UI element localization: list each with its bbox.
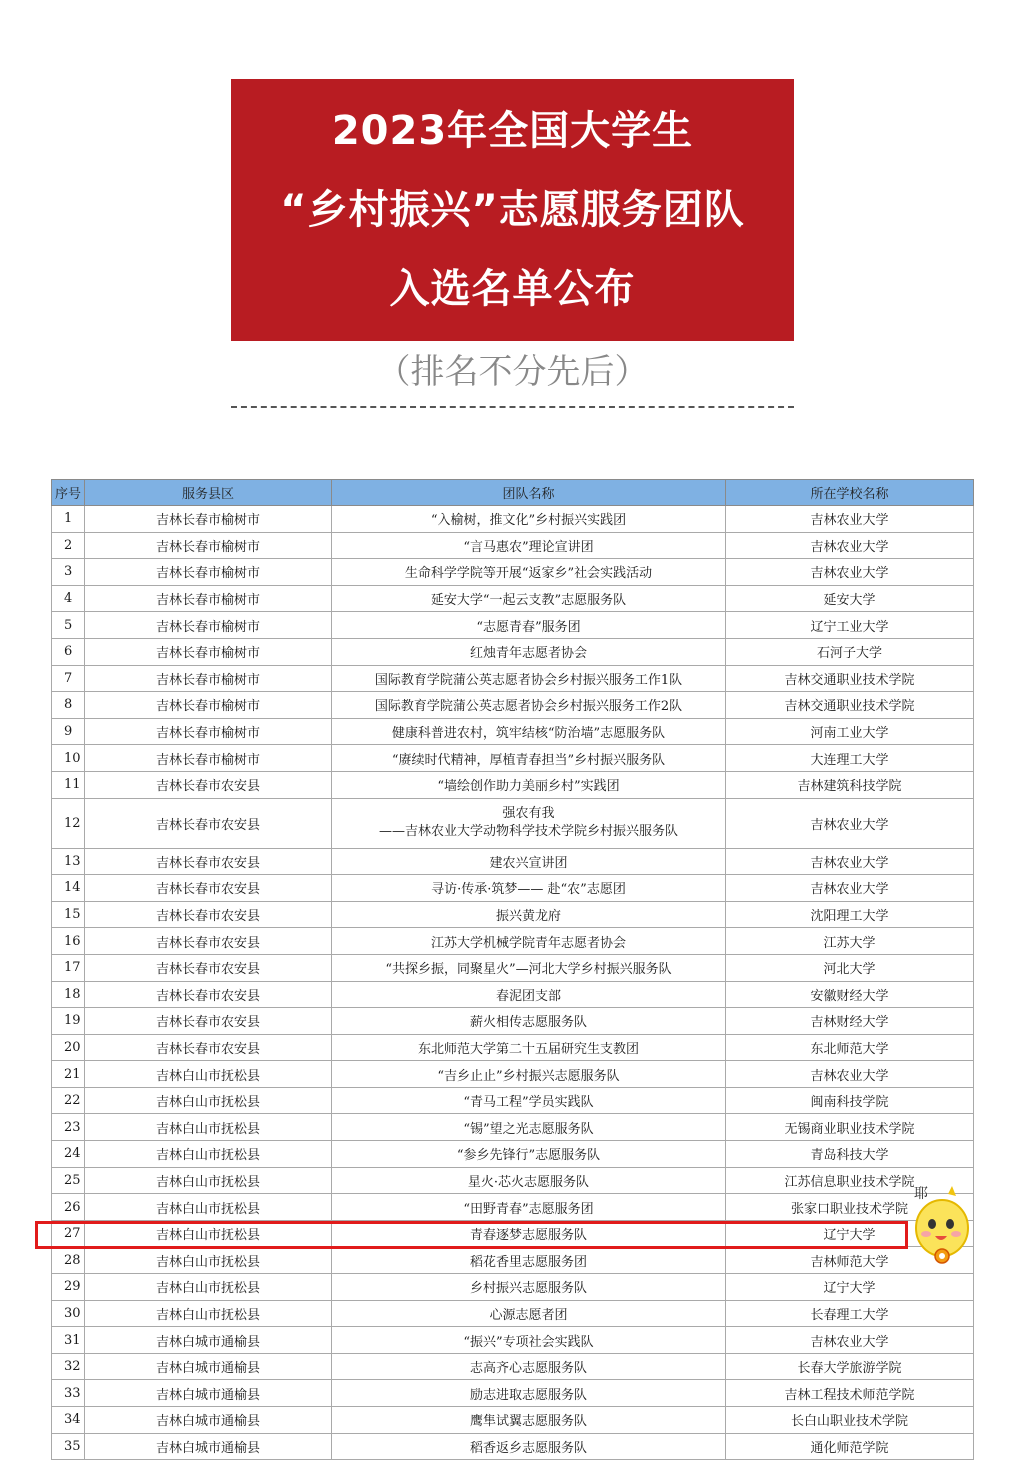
table-row [52,612,974,639]
team-cell: 星火·芯火志愿服务队 [332,1167,726,1194]
team-cell: 稻花香里志愿服务团 [332,1247,726,1274]
school-cell: 吉林农业大学 [726,848,974,875]
team-cell: 志高齐心志愿服务队 [332,1353,726,1380]
school-cell: 河北大学 [726,954,974,981]
table-row [52,1114,974,1141]
row-number-cell: 12 [52,798,85,848]
table-row [52,1433,974,1460]
row-number-cell: 34 [52,1407,85,1434]
table-row [52,692,974,719]
table-row [52,745,974,772]
table-row [52,1061,974,1088]
county-cell: 吉林长春市农安县 [85,901,332,928]
table-row [52,1087,974,1114]
team-cell: “共探乡振，同聚星火”—河北大学乡村振兴服务队 [332,954,726,981]
county-cell: 吉林长春市榆树市 [85,638,332,665]
school-cell: 江苏信息职业技术学院 [726,1167,974,1194]
school-cell: 辽宁工业大学 [726,612,974,639]
school-cell: 河南工业大学 [726,718,974,745]
county-cell: 吉林白山市抚松县 [85,1194,332,1221]
school-cell: 吉林农业大学 [726,875,974,902]
team-cell: 生命科学学院等开展“返家乡”社会实践活动 [332,559,726,586]
team-cell: 建农兴宣讲团 [332,848,726,875]
row-number-cell: 24 [52,1141,85,1168]
county-cell: 吉林长春市农安县 [85,981,332,1008]
team-cell: 稻香返乡志愿服务队 [332,1433,726,1460]
county-cell: 吉林白城市通榆县 [85,1327,332,1354]
row-number-cell: 10 [52,745,85,772]
county-cell: 吉林白山市抚松县 [85,1114,332,1141]
table-header-row [52,480,974,506]
table-row [52,771,974,798]
county-cell: 吉林长春市榆树市 [85,718,332,745]
row-number-cell: 9 [52,718,85,745]
county-cell: 吉林长春市农安县 [85,954,332,981]
school-cell: 吉林工程技术师范学院 [726,1380,974,1407]
table-row [52,954,974,981]
table-row [52,1034,974,1061]
table-row [52,532,974,559]
school-cell: 吉林交通职业技术学院 [726,665,974,692]
team-cell: “田野青春”志愿服务团 [332,1194,726,1221]
county-cell: 吉林白城市通榆县 [85,1407,332,1434]
emoji-sticker-icon [912,1182,976,1266]
county-cell: 吉林白山市抚松县 [85,1061,332,1088]
team-cell: 寻访·传承·筑梦—— 赴“农”志愿团 [332,875,726,902]
school-cell: 安徽财经大学 [726,981,974,1008]
team-cell: 东北师范大学第二十五届研究生支教团 [332,1034,726,1061]
team-cell: “吉乡止止”乡村振兴志愿服务队 [332,1061,726,1088]
school-cell: 东北师范大学 [726,1034,974,1061]
table-row [52,638,974,665]
row-number-cell: 28 [52,1247,85,1274]
county-cell: 吉林白山市抚松县 [85,1220,332,1247]
school-cell: 吉林农业大学 [726,559,974,586]
title-banner [231,79,794,341]
school-cell: 辽宁大学 [726,1274,974,1301]
school-cell: 吉林农业大学 [726,1327,974,1354]
row-number-cell: 8 [52,692,85,719]
county-cell: 吉林白山市抚松县 [85,1247,332,1274]
row-number-cell: 25 [52,1167,85,1194]
sticker-text: 耶 [914,1186,928,1202]
school-cell: 江苏大学 [726,928,974,955]
county-cell: 吉林白山市抚松县 [85,1274,332,1301]
row-number-cell: 30 [52,1300,85,1327]
team-cell: 国际教育学院蒲公英志愿者协会乡村振兴服务工作2队 [332,692,726,719]
county-cell: 吉林白城市通榆县 [85,1353,332,1380]
school-cell: 吉林农业大学 [726,1061,974,1088]
table-row [52,1300,974,1327]
table-row [52,875,974,902]
school-cell: 吉林财经大学 [726,1008,974,1035]
county-cell: 吉林长春市榆树市 [85,532,332,559]
school-cell: 辽宁大学 [726,1220,974,1247]
column-header-school: 所在学校名称 [726,480,974,506]
county-cell: 吉林白城市通榆县 [85,1433,332,1460]
county-cell: 吉林长春市农安县 [85,875,332,902]
row-number-cell: 32 [52,1353,85,1380]
row-number-cell: 16 [52,928,85,955]
table-row [52,585,974,612]
highlight-box [35,1221,908,1249]
table-body [52,506,974,1460]
school-cell: 延安大学 [726,585,974,612]
row-number-cell: 1 [52,506,85,533]
team-cell: 青春逐梦志愿服务队 [332,1220,726,1247]
row-number-cell: 35 [52,1433,85,1460]
school-cell: 石河子大学 [726,638,974,665]
table-row [52,718,974,745]
county-cell: 吉林白山市抚松县 [85,1167,332,1194]
school-cell: 无锡商业职业技术学院 [726,1114,974,1141]
table-row [52,981,974,1008]
team-cell: 薪火相传志愿服务队 [332,1008,726,1035]
school-cell: 大连理工大学 [726,745,974,772]
team-cell: 延安大学“一起云支教”志愿服务队 [332,585,726,612]
team-cell: 乡村振兴志愿服务队 [332,1274,726,1301]
subtitle: （排名不分先后） [376,352,649,392]
team-cell: “墙绘创作助力美丽乡村”实践团 [332,771,726,798]
school-cell: 长白山职业技术学院 [726,1407,974,1434]
team-cell: 励志进取志愿服务队 [332,1380,726,1407]
county-cell: 吉林长春市农安县 [85,1008,332,1035]
row-number-cell: 23 [52,1114,85,1141]
row-number-cell: 17 [52,954,85,981]
row-number-cell: 19 [52,1008,85,1035]
team-cell: “锡”望之光志愿服务队 [332,1114,726,1141]
row-number-cell: 7 [52,665,85,692]
county-cell: 吉林长春市农安县 [85,928,332,955]
team-cell: “入榆树，推文化”乡村振兴实践团 [332,506,726,533]
row-number-cell: 3 [52,559,85,586]
row-number-cell: 22 [52,1087,85,1114]
table-row [52,1274,974,1301]
school-cell: 吉林师范大学 [726,1247,974,1274]
county-cell: 吉林长春市榆树市 [85,506,332,533]
county-cell: 吉林长春市榆树市 [85,612,332,639]
county-cell: 吉林白山市抚松县 [85,1141,332,1168]
team-cell [332,798,726,848]
table-row [52,1353,974,1380]
title-line-1: 2023年全国大学生 [331,107,694,154]
title-line-3: 入选名单公布 [389,265,636,312]
row-number-cell: 21 [52,1061,85,1088]
row-number-cell: 18 [52,981,85,1008]
table-row [52,1247,974,1274]
row-number-cell: 13 [52,848,85,875]
column-header-team: 团队名称 [332,480,726,506]
team-cell: “青马工程”学员实践队 [332,1087,726,1114]
school-cell: 张家口职业技术学院 [726,1194,974,1221]
row-number-cell: 14 [52,875,85,902]
row-number-cell: 15 [52,901,85,928]
table-row [52,1167,974,1194]
row-number-cell: 20 [52,1034,85,1061]
title-line-2: “乡村振兴”志愿服务团队 [280,186,745,233]
county-cell: 吉林长春市农安县 [85,848,332,875]
team-cell: 振兴黄龙府 [332,901,726,928]
table-row [52,665,974,692]
row-number-cell: 5 [52,612,85,639]
table-row [52,798,974,848]
county-cell: 吉林长春市榆树市 [85,692,332,719]
table-row [52,1380,974,1407]
county-cell: 吉林长春市榆树市 [85,585,332,612]
county-cell: 吉林长春市农安县 [85,1034,332,1061]
table-row [52,1141,974,1168]
team-list-table [51,479,974,1460]
column-header-no: 序号 [52,480,85,506]
table-row [52,928,974,955]
school-cell: 吉林建筑科技学院 [726,771,974,798]
team-cell: 江苏大学机械学院青年志愿者协会 [332,928,726,955]
team-cell: 春泥团支部 [332,981,726,1008]
team-cell: 心源志愿者团 [332,1300,726,1327]
school-cell: 青岛科技大学 [726,1141,974,1168]
school-cell: 吉林交通职业技术学院 [726,692,974,719]
school-cell: 长春理工大学 [726,1300,974,1327]
school-cell: 吉林农业大学 [726,506,974,533]
table-row [52,1407,974,1434]
team-cell: “言马惠农”理论宣讲团 [332,532,726,559]
row-number-cell: 6 [52,638,85,665]
column-header-county: 服务县区 [85,480,332,506]
school-cell: 通化师范学院 [726,1433,974,1460]
row-number-cell: 33 [52,1380,85,1407]
row-number-cell: 27 [52,1220,85,1247]
school-cell: 沈阳理工大学 [726,901,974,928]
table-row [52,848,974,875]
school-cell: 吉林农业大学 [726,532,974,559]
table-row [52,506,974,533]
dashed-divider [231,406,794,408]
row-number-cell: 29 [52,1274,85,1301]
county-cell: 吉林白城市通榆县 [85,1380,332,1407]
county-cell: 吉林长春市榆树市 [85,665,332,692]
team-name-line-1: 强农有我 [502,806,555,822]
team-cell: “赓续时代精神，厚植青春担当”乡村振兴服务队 [332,745,726,772]
team-cell: 健康科普进农村，筑牢结核“防治墙”志愿服务队 [332,718,726,745]
table-row [52,1008,974,1035]
row-number-cell: 26 [52,1194,85,1221]
team-cell: 鹰隼试翼志愿服务队 [332,1407,726,1434]
table-row [52,901,974,928]
school-cell: 吉林农业大学 [726,798,974,848]
team-cell: “参乡先锋行”志愿服务队 [332,1141,726,1168]
row-number-cell: 11 [52,771,85,798]
row-number-cell: 4 [52,585,85,612]
table-row [52,1194,974,1221]
county-cell: 吉林长春市农安县 [85,798,332,848]
team-cell: 国际教育学院蒲公英志愿者协会乡村振兴服务工作1队 [332,665,726,692]
school-cell: 长春大学旅游学院 [726,1353,974,1380]
team-cell: “志愿青春”服务团 [332,612,726,639]
team-cell: 红烛青年志愿者协会 [332,638,726,665]
county-cell: 吉林长春市农安县 [85,771,332,798]
team-cell: “振兴”专项社会实践队 [332,1327,726,1354]
school-cell: 闽南科技学院 [726,1087,974,1114]
table-row [52,559,974,586]
table-row [52,1327,974,1354]
county-cell: 吉林长春市榆树市 [85,559,332,586]
row-number-cell: 2 [52,532,85,559]
row-number-cell: 31 [52,1327,85,1354]
county-cell: 吉林白山市抚松县 [85,1087,332,1114]
county-cell: 吉林长春市榆树市 [85,745,332,772]
county-cell: 吉林白山市抚松县 [85,1300,332,1327]
team-name-line-2: ——吉林农业大学动物科学技术学院乡村振兴服务队 [378,824,678,840]
